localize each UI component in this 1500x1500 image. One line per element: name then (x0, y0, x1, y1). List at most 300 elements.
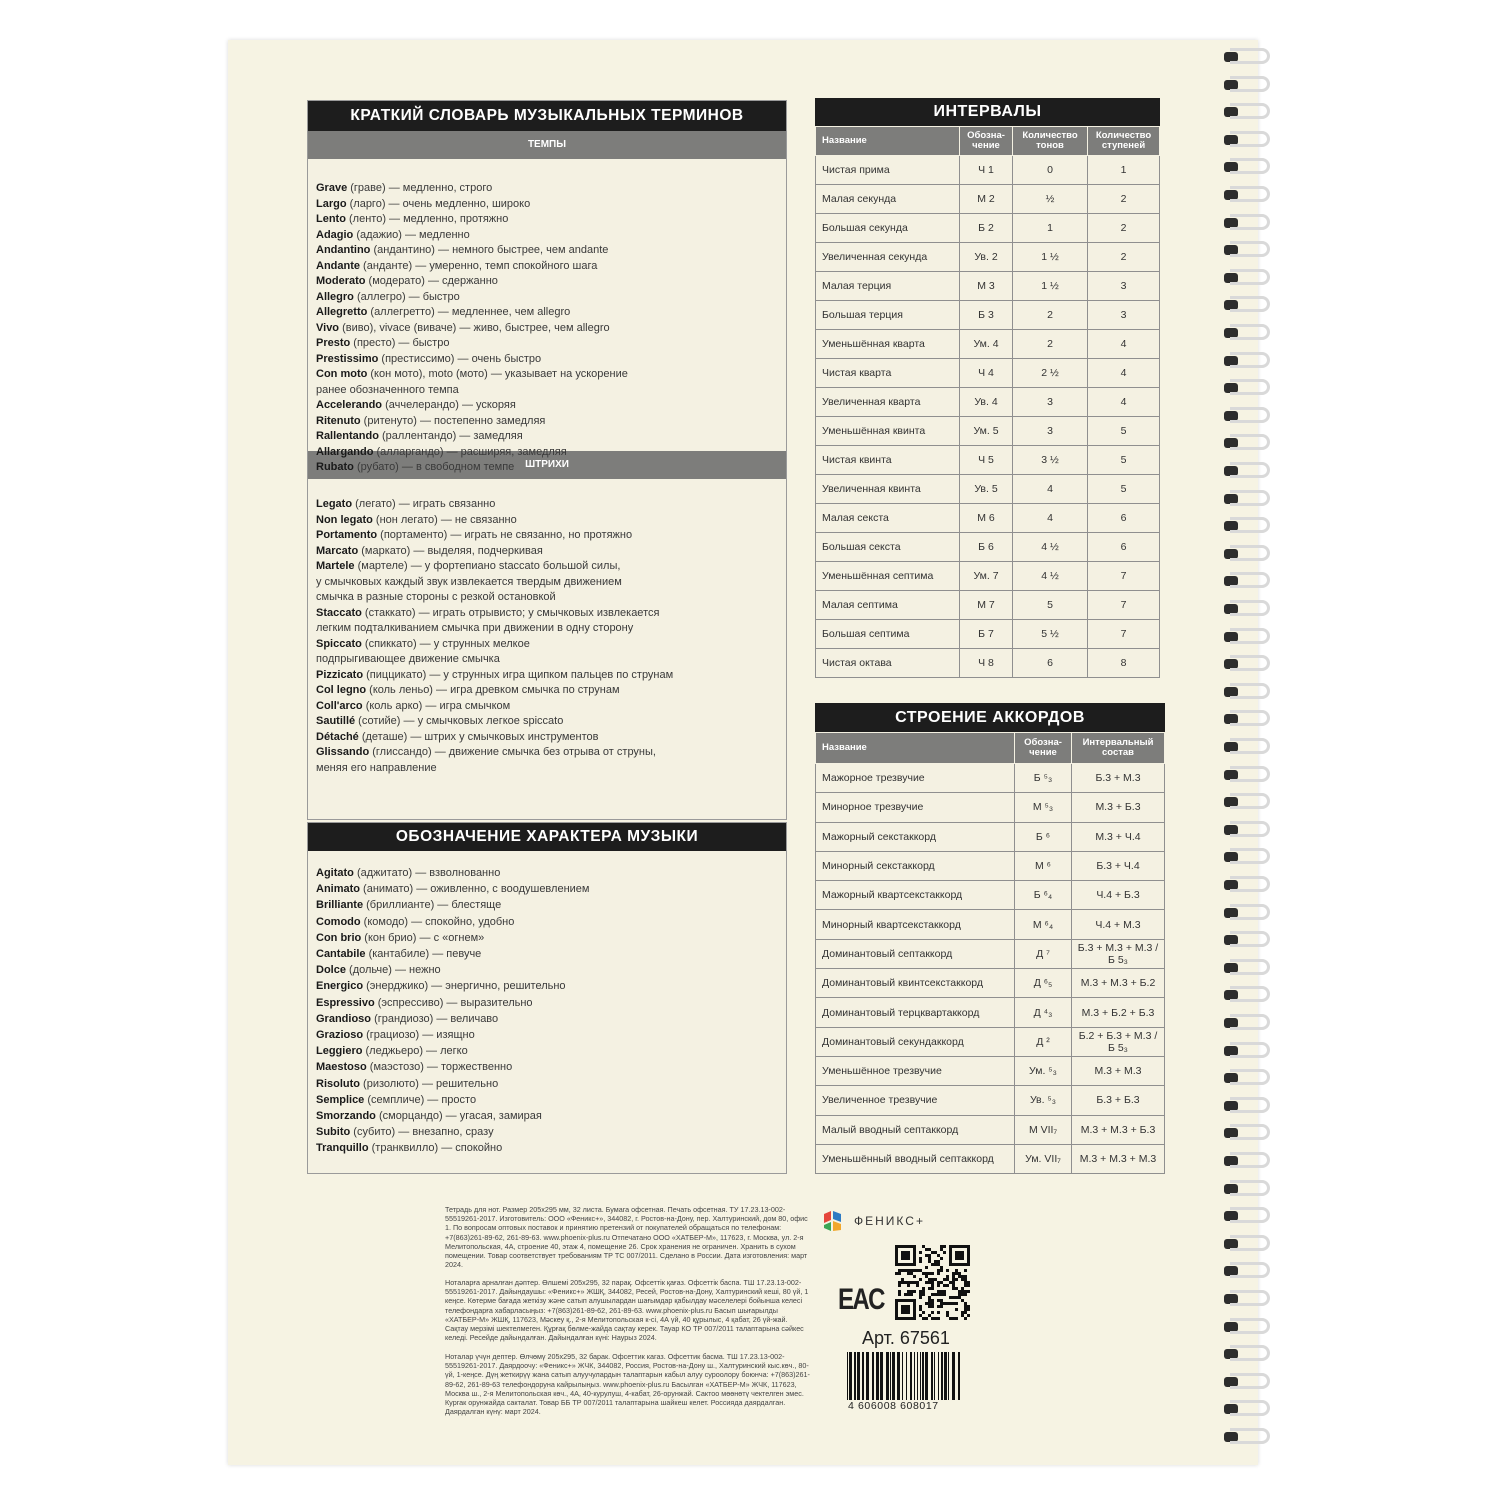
table-cell: Ч.4 + М.3 (1072, 910, 1165, 939)
term-name: Ritenuto (316, 414, 361, 427)
spiral-ring (1222, 294, 1274, 316)
spiral-ring (1222, 1233, 1274, 1255)
table-cell: Увеличенное трезвучие (816, 1086, 1015, 1115)
table-cell: М ⁶₄ (1015, 910, 1072, 939)
chords-table (815, 732, 1165, 1174)
term-name: Brilliante (316, 899, 364, 912)
spiral-ring (1222, 1012, 1274, 1034)
term-line (316, 978, 778, 994)
table-row (816, 649, 1160, 678)
table-row (816, 793, 1165, 822)
table-cell: Ув. 5 (960, 475, 1013, 504)
table-cell: Б ⁶ (1015, 822, 1072, 851)
term-name: Rallentando (316, 430, 379, 442)
table-cell: 5 (1088, 446, 1160, 475)
table-cell: 4 ½ (1013, 533, 1088, 562)
table-row (816, 851, 1165, 880)
table-row (816, 504, 1160, 533)
music-terms-dictionary (307, 100, 787, 820)
spiral-ring (1222, 156, 1274, 178)
intervals-col-symbol: Обозна-чение (960, 127, 1013, 156)
term-name: Smorzando (316, 1110, 376, 1123)
term-line (316, 544, 778, 560)
term-definition: (стаккато) — играть отрывисто; у смычковых извлекается (361, 606, 660, 619)
term-line (316, 259, 778, 275)
table-cell: Б 2 (960, 214, 1013, 243)
term-line (316, 228, 778, 244)
table-cell: 7 (1088, 591, 1160, 620)
table-cell: Ч 8 (960, 649, 1013, 678)
table-cell: 3 ½ (1013, 446, 1088, 475)
table-cell: 1 ½ (1013, 243, 1088, 272)
term-name: Grazioso (316, 1029, 364, 1042)
table-cell: 4 (1088, 330, 1160, 359)
term-definition: (деташе) — штрих у смычковых инструментов (358, 730, 599, 743)
table-row (816, 214, 1160, 243)
table-cell: Минорный секстаккорд (816, 851, 1015, 880)
table-cell: Уменьшённый вводный септаккорд (816, 1144, 1015, 1173)
spiral-ring (1222, 846, 1274, 868)
term-line (316, 683, 778, 699)
table-cell: Доминантовый секундаккорд (816, 1027, 1015, 1056)
term-name: Comodo (316, 915, 361, 928)
table-cell: 3 (1013, 388, 1088, 417)
table-row (816, 969, 1165, 998)
term-definition: (бриллианте) — блестяще (363, 899, 502, 912)
spiral-ring (1222, 515, 1274, 537)
term-definition: (комодо) — спокойно, удобно (360, 915, 515, 928)
term-name: Allegro (316, 290, 354, 303)
term-definition: (субито) — внезапно, сразу (350, 1126, 494, 1139)
table-row (816, 1144, 1165, 1173)
table-cell: Ч 5 (960, 446, 1013, 475)
table-cell: М ⁶ (1015, 851, 1072, 880)
table-cell: Чистая кварта (816, 359, 960, 388)
table-cell: 0 (1013, 156, 1088, 185)
table-row (816, 620, 1160, 649)
term-name: Vivo (316, 321, 340, 334)
term-line (316, 290, 778, 306)
table-cell: 5 (1088, 417, 1160, 446)
term-name: Andantino (316, 244, 371, 256)
table-row (816, 156, 1160, 185)
table-cell: М.3 + Б.2 + Б.3 (1072, 998, 1165, 1027)
table-cell: 2 (1013, 330, 1088, 359)
table-cell: Большая секунда (816, 214, 960, 243)
term-line (316, 383, 778, 399)
table-cell: Д ⁶₅ (1015, 969, 1072, 998)
term-definition: (портаменто) — играть не связанно, но протяжно (377, 529, 633, 541)
term-line (316, 336, 778, 352)
term-name: Spiccato (316, 637, 362, 650)
table-cell: М ⁵₃ (1015, 793, 1072, 822)
term-name: Allargando (316, 445, 374, 458)
table-cell: Б 7 (960, 620, 1013, 649)
term-definition: (мартеле) — у фортепиано staccato большой силы, (354, 560, 621, 572)
term-name: Adagio (316, 228, 354, 241)
spiral-ring (1222, 1067, 1274, 1089)
intervals-col-tones: Количество тонов (1013, 127, 1088, 156)
table-cell: 3 (1088, 272, 1160, 301)
spiral-ring (1222, 1205, 1274, 1227)
table-cell: Б 3 (960, 301, 1013, 330)
term-definition: (аччелерандо) — ускоряя (382, 399, 516, 411)
chords-panel (815, 703, 1165, 1173)
table-cell: М 7 (960, 591, 1013, 620)
term-name: Animato (316, 883, 360, 896)
table-cell: Малый вводный септаккорд (816, 1115, 1015, 1144)
spiral-ring (1222, 902, 1274, 924)
table-cell: Мажорный секстаккорд (816, 822, 1015, 851)
table-cell: М.3 + М.3 (1072, 1056, 1165, 1085)
spiral-ring (1222, 129, 1274, 151)
term-definition: (аллегро) — быстро (353, 290, 460, 303)
spiral-ring (1222, 819, 1274, 841)
table-cell: Уменьшённая кварта (816, 330, 960, 359)
term-line (316, 1059, 778, 1075)
term-line (316, 1092, 778, 1108)
term-definition: (ризолюто) — решительно (360, 1077, 499, 1090)
table-cell: 3 (1013, 417, 1088, 446)
table-cell: Б ⁶₄ (1015, 881, 1072, 910)
spiral-ring (1222, 1095, 1274, 1117)
term-definition: (раллентандо) — замедляя (378, 430, 523, 442)
term-line (316, 761, 778, 777)
chords-col-symbol: Обозна-чение (1015, 733, 1072, 764)
table-cell: Ум. ⁵₃ (1015, 1056, 1072, 1085)
term-name: Lento (316, 213, 346, 225)
table-row (816, 822, 1165, 851)
term-line (316, 730, 778, 746)
term-definition: (виво), vivace (виваче) — живо, быстрее, чем allegro (339, 321, 610, 334)
table-cell: Большая септима (816, 620, 960, 649)
term-line (316, 429, 778, 445)
spiral-ring (1222, 929, 1274, 951)
term-line (316, 559, 778, 575)
table-cell: М.3 + М.3 + Б.3 (1072, 1115, 1165, 1144)
spiral-ring (1222, 239, 1274, 261)
dictionary-title: КРАТКИЙ СЛОВАРЬ МУЗЫКАЛЬНЫХ ТЕРМИНОВ (308, 101, 786, 131)
table-cell: Б.3 + Б.3 (1072, 1086, 1165, 1115)
table-cell: 4 (1088, 359, 1160, 388)
spiral-ring (1222, 543, 1274, 565)
term-definition: (грациозо) — изящно (363, 1029, 475, 1042)
intervals-title: ИНТЕРВАЛЫ (815, 98, 1160, 126)
table-row (816, 910, 1165, 939)
table-cell: 2 (1013, 301, 1088, 330)
intervals-panel (815, 98, 1160, 678)
table-row (816, 330, 1160, 359)
table-cell: Доминантовый терцквартаккорд (816, 998, 1015, 1027)
table-cell: Малая септима (816, 591, 960, 620)
table-row (816, 881, 1165, 910)
spiral-ring (1222, 1288, 1274, 1310)
term-name: Allegretto (316, 306, 368, 318)
term-line (316, 321, 778, 337)
table-row (816, 1086, 1165, 1115)
spiral-ring (1222, 1426, 1274, 1448)
spiral-ring (1222, 957, 1274, 979)
spiral-ring (1222, 1150, 1274, 1172)
table-row (816, 301, 1160, 330)
table-cell: Большая терция (816, 301, 960, 330)
term-name: Presto (316, 337, 351, 349)
article-number: Арт. 67561 (862, 1328, 950, 1348)
spiral-ring (1222, 626, 1274, 648)
term-definition: у смычковых каждый звук извлекается твердым движением (316, 575, 622, 588)
spiral-ring (1222, 1316, 1274, 1338)
spiral-ring (1222, 1040, 1274, 1062)
spiral-ring (1222, 267, 1274, 289)
table-cell: Ум. 7 (960, 562, 1013, 591)
term-name: Grandioso (316, 1012, 372, 1025)
term-line (316, 212, 778, 228)
spiral-ring (1222, 322, 1274, 344)
term-name: Energico (316, 980, 364, 993)
term-definition: (ритенуто) — постепенно замедляя (360, 414, 546, 427)
term-definition: (ленто) — медленно, протяжно (345, 213, 509, 225)
spiral-ring (1222, 405, 1274, 427)
table-cell: Мажорный квартсекстаккорд (816, 881, 1015, 910)
term-name: Détaché (316, 730, 359, 743)
table-row (816, 446, 1160, 475)
table-cell: 4 (1013, 475, 1088, 504)
term-definition: (аллегретто) — медленнее, чем allegro (367, 306, 571, 318)
strokes-list (308, 479, 786, 782)
table-cell: 5 ½ (1013, 620, 1088, 649)
term-line (316, 1076, 778, 1092)
table-cell: ½ (1013, 185, 1088, 214)
table-row (816, 272, 1160, 301)
barcode-number: 4 606008 608017 (848, 1400, 939, 1412)
term-definition: (грандиозо) — величаво (371, 1012, 499, 1025)
table-cell: 4 (1088, 388, 1160, 417)
table-row (816, 185, 1160, 214)
term-definition: (кон мото), moto (мото) — указывает на ускорение (367, 368, 628, 380)
music-character-panel (307, 822, 787, 1174)
table-cell: 5 (1013, 591, 1088, 620)
table-row (816, 562, 1160, 591)
term-line (316, 962, 778, 978)
table-cell: 7 (1088, 562, 1160, 591)
term-line (316, 745, 778, 761)
term-definition: (коль леньо) — игра древком смычка по струнам (366, 684, 620, 696)
term-definition: (пиццикато) — у струнных игра щипком пальцев по струнам (363, 668, 674, 681)
table-cell: Малая терция (816, 272, 960, 301)
term-name: Pizzicato (316, 668, 364, 681)
table-cell: Ч 1 (960, 156, 1013, 185)
table-cell: Чистая прима (816, 156, 960, 185)
term-name: Espressivo (316, 996, 375, 1009)
term-name: Dolce (316, 964, 346, 977)
table-cell: Б.3 + Ч.4 (1072, 851, 1165, 880)
term-line (316, 528, 778, 544)
term-line (316, 274, 778, 290)
spiral-ring (1222, 681, 1274, 703)
term-definition: смычка в разные стороны с резкой остановкой (316, 591, 556, 603)
character-title: ОБОЗНАЧЕНИЕ ХАРАКТЕРА МУЗЫКИ (308, 823, 786, 851)
footer-text-ru: Тетрадь для нот. Размер 205х295 мм, 32 листа. Бумага офсетная. Печать офсетная. ТУ 17.23.13-002-55519261-2017. Изготовитель: ООО «Феникс+», 344082, г. Ростов-на-Дону, пер. Халтуринский, дом 80, офис 1. По вопросам оптовых поставок и принятию претензий от покупателей обращаться по телефонам: +7(863)261-89-62, 261-89-63. www.phoenix-plus.ru Отпечатано ООО «ХАТБЕР-М», 117623, г. Москва, ул. 2-я Мелитопольская, 4А, строение 40, этаж 4, помещение 26. Срок хранения не ограничен. Хранить в сухом помещении. Товар соответствует требованиям ТР ТС 007/2011. Сделано в России. Дата изготовления: март 2024. (445, 1205, 808, 1270)
term-name: Staccato (316, 606, 362, 619)
table-cell: 5 (1088, 475, 1160, 504)
table-row (816, 998, 1165, 1027)
eac-mark: EAC (838, 1283, 884, 1316)
table-cell: 6 (1088, 504, 1160, 533)
table-row (816, 475, 1160, 504)
term-definition: (маркато) — выделяя, подчеркивая (358, 544, 543, 557)
table-row (816, 388, 1160, 417)
term-line (316, 897, 778, 913)
table-cell: М.3 + М.3 + М.3 (1072, 1144, 1165, 1173)
term-name: Marcato (316, 544, 359, 557)
spiral-ring (1222, 377, 1274, 399)
table-cell: Увеличенная квинта (816, 475, 960, 504)
term-definition: (ларго) — очень медленно, широко (346, 197, 531, 210)
strokes-header: ШТРИХИ (308, 451, 786, 479)
table-cell: 8 (1088, 649, 1160, 678)
spiral-ring (1222, 984, 1274, 1006)
table-cell: М.3 + М.3 + Б.2 (1072, 969, 1165, 998)
footer-text-kz: Ноталарға арналған дәптер. Өлшемі 205х295, 32 парақ. Офсеттік қағаз. Офсеттік баспа. ТШ 17.23.13-002-55519261-2017. Дайындаушы: «Феникс+» ЖШҚ, 344082, Ресей, Ростов-на-Дону, Халтуринский кеші, 80 үй, 1 кеңсе. Көтерме бағада жеткізу және сатып алушылардан шағымдар қабылдау мәселелері бойынша келесі телефондарға хабарласыңыз: +7(863)261-89-62, 261-89-63. www.phoenix-plus.ru Басып шығарылды «ХАТБЕР-М» ЖШҚ, 117623, Мәскеу қ., 2-я Мелитопольская к-сі, 4А үй, 40 құрылыс, 4 қабат, 26 үй-жай. Сақтау мерзімі шектелмеген. Құрғақ бөлме-жайда сақтау керек. Тауар КО ТР 007/2011 талаптарына сәйкес келеді. Ресейде дайындалған. Дайындалған күні: Наурыз 2024. (445, 1278, 809, 1343)
spiral-ring (1222, 653, 1274, 675)
spiral-ring (1222, 764, 1274, 786)
table-cell: Мажорное трезвучие (816, 764, 1015, 793)
table-cell: 7 (1088, 620, 1160, 649)
term-line (316, 714, 778, 730)
term-name: Subito (316, 1126, 351, 1139)
term-line (316, 197, 778, 213)
table-row (816, 939, 1165, 968)
spiral-ring (1222, 74, 1274, 96)
term-definition: (транквилло) — спокойно (368, 1142, 503, 1155)
term-definition: (анданте) — умеренно, темп спокойного шага (360, 259, 598, 272)
spiral-ring (1222, 1260, 1274, 1282)
table-cell: Б.3 + М.3 + М.3 / Б 5₃ (1072, 939, 1165, 968)
table-row (816, 764, 1165, 793)
term-definition: (модерато) — сдержанно (365, 275, 498, 287)
spiral-ring (1222, 598, 1274, 620)
term-line (316, 606, 778, 622)
table-cell: М 2 (960, 185, 1013, 214)
term-definition: (кантабиле) — певуче (365, 948, 482, 961)
term-definition: подпрыгивающее движение смычка (316, 653, 500, 665)
spiral-ring (1222, 184, 1274, 206)
term-line (316, 1108, 778, 1124)
term-line (316, 575, 778, 591)
table-cell: 6 (1088, 533, 1160, 562)
table-cell: М 3 (960, 272, 1013, 301)
term-definition: (глиссандо) — движение смычка без отрыва от струны, (369, 746, 656, 758)
term-definition: (сморцандо) — угасая, замирая (375, 1110, 542, 1123)
term-name: Maestoso (316, 1061, 367, 1074)
term-definition: (престо) — быстро (350, 337, 450, 349)
term-definition: (нон легато) — не связанно (372, 513, 517, 526)
table-cell: Уменьшённая квинта (816, 417, 960, 446)
spiral-ring (1222, 1371, 1274, 1393)
table-cell: Ч.4 + Б.3 (1072, 881, 1165, 910)
term-definition: (престиссимо) — очень быстро (378, 352, 542, 365)
term-line (316, 497, 778, 513)
table-row (816, 359, 1160, 388)
spiral-ring (1222, 791, 1274, 813)
spiral-ring (1222, 212, 1274, 234)
term-name: Con moto (316, 368, 368, 380)
term-name: Semplice (316, 1093, 365, 1106)
table-cell: Чистая октава (816, 649, 960, 678)
term-name: Coll'arco (316, 699, 363, 712)
term-line (316, 652, 778, 668)
term-definition: (алларгандо) — расширяя, замедляя (373, 445, 567, 458)
term-line (316, 181, 778, 197)
spiral-ring (1222, 708, 1274, 730)
term-name: Legato (316, 498, 353, 510)
term-definition: (леджьеро) — легко (362, 1045, 468, 1058)
table-cell: 1 (1088, 156, 1160, 185)
term-line (316, 699, 778, 715)
table-cell: Уменьшённое трезвучие (816, 1056, 1015, 1085)
table-cell: Б 6 (960, 533, 1013, 562)
term-name: Tranquillo (316, 1142, 369, 1155)
spiral-ring (1222, 570, 1274, 592)
table-cell: Б.2 + Б.3 + М.3 / Б 5₃ (1072, 1027, 1165, 1056)
term-definition: (коль арко) — игра смычком (362, 699, 511, 712)
term-definition: (адажио) — медленно (353, 228, 470, 241)
table-cell: М 6 (960, 504, 1013, 533)
table-cell: 2 (1088, 214, 1160, 243)
table-row (816, 243, 1160, 272)
table-cell: 1 (1013, 214, 1088, 243)
table-cell: Малая секунда (816, 185, 960, 214)
term-line (316, 398, 778, 414)
table-row (816, 417, 1160, 446)
term-line (316, 1011, 778, 1027)
term-definition: (легато) — играть связанно (352, 498, 496, 510)
spiral-ring (1222, 1122, 1274, 1144)
term-line (316, 668, 778, 684)
spiral-ring (1222, 488, 1274, 510)
brand-name: ФЕНИКС+ (854, 1214, 925, 1228)
term-name: Leggiero (316, 1045, 363, 1058)
term-name: Accelerando (316, 399, 383, 411)
term-name: Col legno (316, 684, 367, 696)
spiral-ring (1222, 874, 1274, 896)
term-line (316, 930, 778, 946)
table-cell: Ув. 4 (960, 388, 1013, 417)
term-definition: (рубато) — в свободном темпе (353, 461, 515, 473)
table-cell: Уменьшённая септима (816, 562, 960, 591)
spiral-ring (1222, 736, 1274, 758)
table-cell: М.3 + Б.3 (1072, 793, 1165, 822)
intervals-col-steps: Количество ступеней (1088, 127, 1160, 156)
term-name: Prestissimo (316, 352, 379, 365)
table-cell: Д ⁷ (1015, 939, 1072, 968)
table-row (816, 1027, 1165, 1056)
term-definition: (аджитато) — взволнованно (353, 867, 501, 879)
table-cell: Ч 4 (960, 359, 1013, 388)
footer-text-kg: Ноталар үчүн дептер. Өлчөмү 205х295, 32 барак. Офсеттик кагаз. Офсеттик басма. ТШ 17.23.13-002-55519261-2017. Даярдоочу: «Феникс+» ЖЧК, 344082, Россия, Ростов-на-Дону ш., Халтуринский кыс.көч., 80-үй, 1-кеңсе. Дүң жеткирүү жана сатып алуучулардын талаптарын кабыл алуу суроолору боюнча: +7(863)261-89-62, 261-89-63 телефондоруна кайрылыңыз. www.phoenix-plus.ru Басылган «ХАТБЕР-М» ЖЧК, 117623, Москва ш., 2-я Мелитопольская көч., 4А, 40-курулуш, 4-кабат, 26-орунжай. Сактоо мөөнөтү чектелген эмес. Кургак орунжайда сакталат. Товар ББ ТР 007/2011 талаптарына шайкеш келет. Россияда даярдалган. Даярдалган күнү: март 2024. (445, 1352, 810, 1417)
term-line (316, 946, 778, 962)
term-name: Grave (316, 182, 348, 194)
spiral-ring (1222, 101, 1274, 123)
table-cell: Доминантовый квинтсекстаккорд (816, 969, 1015, 998)
spiral-ring (1222, 46, 1274, 68)
table-cell: Б ⁵₃ (1015, 764, 1072, 793)
table-cell: Ув. 2 (960, 243, 1013, 272)
term-line (316, 367, 778, 383)
term-line (316, 995, 778, 1011)
spiral-ring (1222, 1398, 1274, 1420)
intervals-table (815, 126, 1160, 678)
